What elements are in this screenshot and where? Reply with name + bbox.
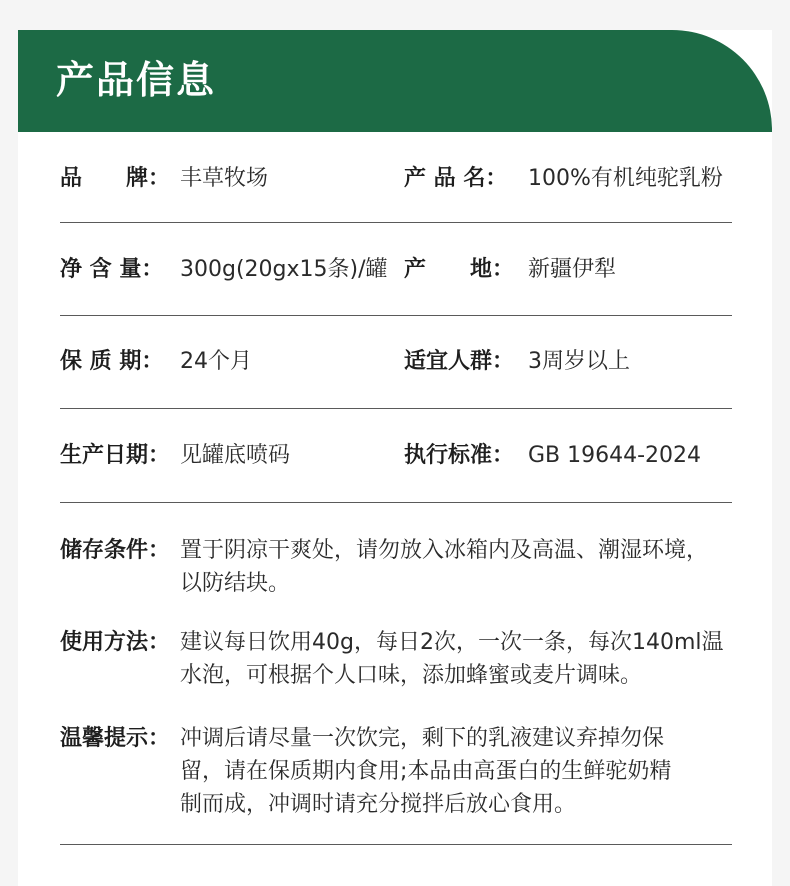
product-name-value: 100%有机纯驼乳粉 — [528, 166, 723, 191]
text-line: 置于阴凉干爽处，请勿放入冰箱内及高温、潮湿环境， — [180, 538, 709, 563]
page-title: 产品信息 — [56, 58, 217, 102]
text-line: 水泡，可根据个人口味，添加蜂蜜或麦片调味。 — [180, 663, 643, 688]
text-line: 留，请在保质期内食用;本品由高蛋白的生鲜驼奶精 — [180, 759, 672, 784]
info-row — [60, 436, 732, 476]
tips-label: 温馨提示： — [60, 726, 171, 751]
shelf-life-label: 保 质 期： — [60, 349, 164, 374]
info-row — [60, 342, 732, 382]
shelf-life-value: 24个月 — [180, 349, 252, 374]
text-line: 冲调后请尽量一次饮完，剩下的乳液建议弃掉勿保 — [180, 726, 665, 751]
storage-label: 储存条件： — [60, 538, 171, 563]
info-row — [60, 250, 732, 290]
divider — [60, 222, 732, 223]
usage-label: 使用方法： — [60, 630, 171, 655]
tips-text — [180, 722, 728, 821]
text-line: 建议每日饮用40g，每日2次，一次一条，每次140ml温 — [180, 630, 724, 655]
standard-value: GB 19644-2024 — [528, 443, 702, 468]
divider — [60, 408, 732, 409]
divider — [60, 315, 732, 316]
origin-label: 产 地： — [404, 257, 515, 282]
product-name-label: 产 品 名： — [404, 166, 508, 191]
target-audience-value: 3周岁以上 — [528, 349, 630, 374]
target-audience-label: 适宜人群： — [404, 349, 515, 374]
standard-label: 执行标准： — [404, 443, 515, 468]
origin-value: 新疆伊犁 — [528, 257, 617, 282]
production-date-value: 见罐底喷码 — [180, 443, 291, 468]
info-row — [60, 159, 732, 199]
text-line: 以防结块。 — [180, 571, 291, 596]
divider — [60, 844, 732, 845]
header-banner — [18, 30, 772, 132]
production-date-label: 生产日期： — [60, 443, 171, 468]
storage-text — [180, 534, 728, 600]
text-line: 制而成，冲调时请充分搅拌后放心食用。 — [180, 792, 577, 817]
brand-label: 品 牌： — [60, 166, 171, 191]
brand-value: 丰草牧场 — [180, 166, 269, 191]
usage-text — [180, 626, 728, 692]
net-content-label: 净 含 量： — [60, 257, 164, 282]
net-content-value: 300g(20gx15条)/罐 — [180, 257, 388, 282]
divider — [60, 502, 732, 503]
